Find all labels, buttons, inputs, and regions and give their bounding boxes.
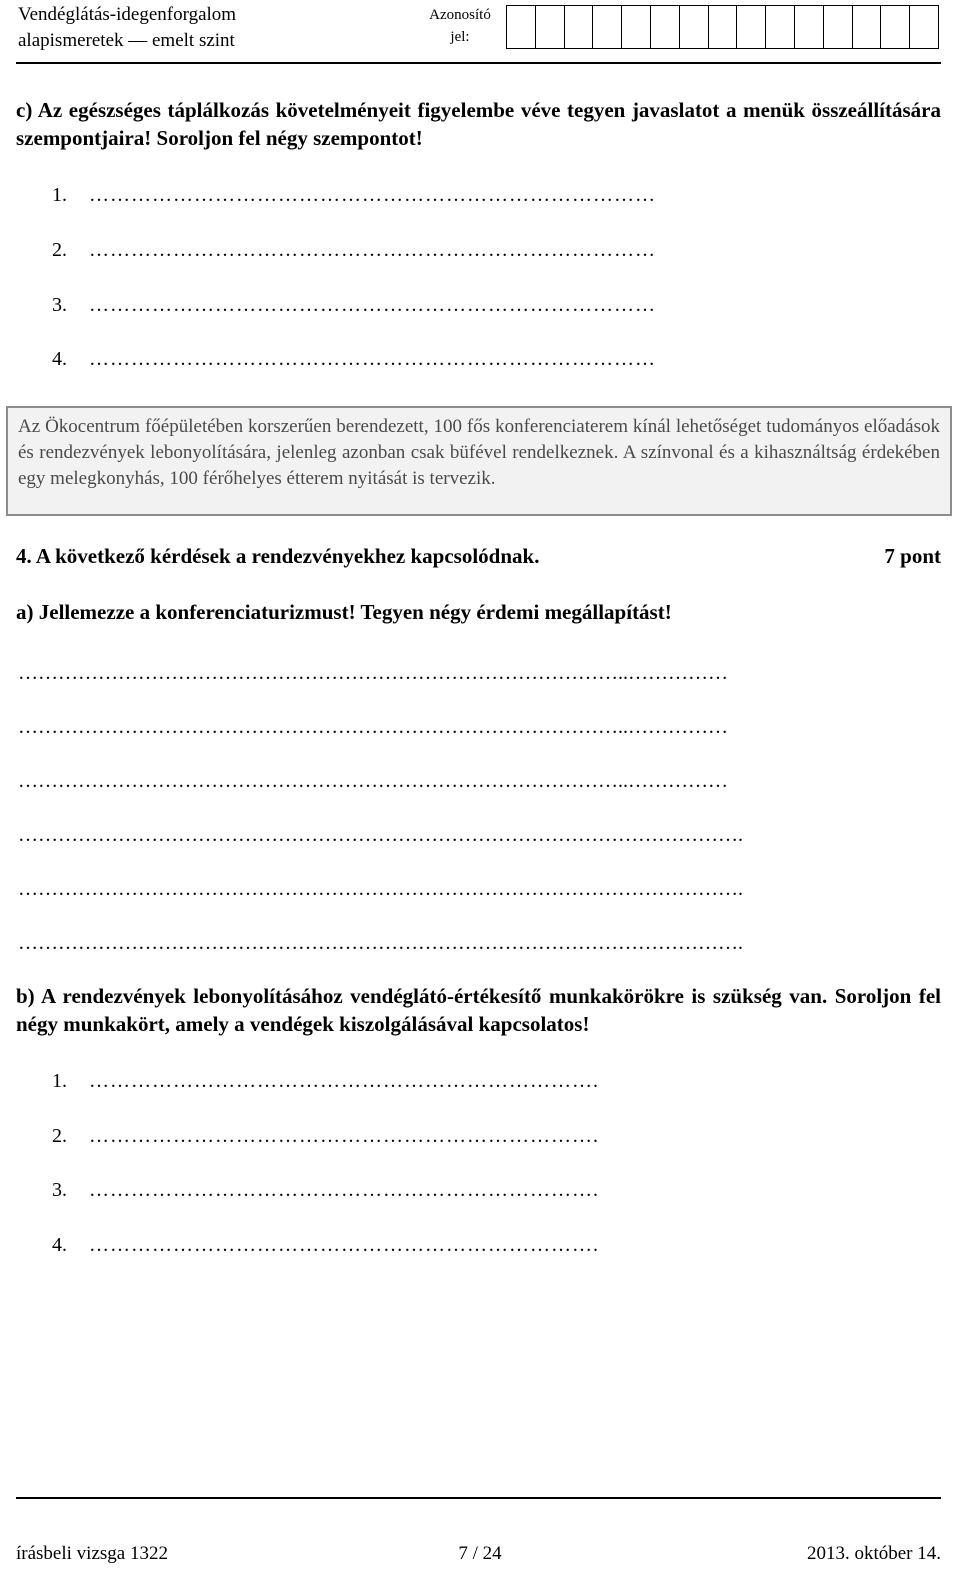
answer-dots: ………………………………………………………………………	[89, 184, 656, 206]
answer-line-b-3[interactable]	[52, 1177, 599, 1203]
id-code-box[interactable]	[795, 5, 824, 49]
answer-line-a-4[interactable]: ……………………………………………………………………………………………….	[18, 824, 743, 846]
id-code-box[interactable]	[536, 5, 565, 49]
answer-line-a-6[interactable]: ……………………………………………………………………………………………….	[18, 932, 743, 954]
question-4-heading	[16, 542, 941, 570]
id-code-box[interactable]	[881, 5, 910, 49]
answer-number: 4.	[52, 348, 67, 370]
id-code-box[interactable]	[593, 5, 622, 49]
answer-number: 2.	[52, 1125, 67, 1147]
answer-line-a-2[interactable]: ………………………………………………………………………………..……………	[18, 716, 728, 738]
id-label-line-2: jel:	[450, 29, 470, 45]
footer-divider	[16, 1497, 941, 1499]
answer-line-b-4[interactable]	[52, 1232, 599, 1258]
id-code-box[interactable]	[766, 5, 795, 49]
id-code-box[interactable]	[651, 5, 680, 49]
id-code-box[interactable]	[622, 5, 651, 49]
answer-line-a-1[interactable]: ………………………………………………………………………………..……………	[18, 662, 728, 684]
header-title-line-1: Vendéglátás-idegenforgalom	[18, 4, 237, 25]
header-divider	[16, 62, 941, 64]
answer-number: 1.	[52, 1070, 67, 1092]
id-code-box[interactable]	[565, 5, 594, 49]
header-title-line-2: alapismeretek — emelt szint	[18, 30, 235, 51]
answer-line-b-1[interactable]	[52, 1068, 599, 1094]
id-code-box[interactable]	[709, 5, 738, 49]
id-code-box[interactable]	[680, 5, 709, 49]
id-label-line-1: Azonosító	[429, 7, 491, 23]
id-code-box[interactable]	[737, 5, 766, 49]
question-a-text: a) Jellemezze a konferenciaturizmust! Tegyen négy érdemi megállapítást!	[16, 600, 672, 624]
answer-number: 3.	[52, 1179, 67, 1201]
id-code-boxes	[506, 5, 939, 49]
answer-line-c-4[interactable]	[52, 346, 656, 372]
answer-dots: ………………………………………………………………………	[89, 348, 656, 370]
question-4-title: 4. A következő kérdések a rendezvényekhez kapcsolódnak.	[16, 544, 540, 568]
answer-line-c-3[interactable]	[52, 292, 656, 318]
context-info-text: Az Ökocentrum főépületében korszerűen berendezett, 100 fős konferenciaterem kínál lehetőséget tudományos előadások és rendezvények lebonyolítására, jelenleg azonban csak büfével rendelkeznek. A színvonal és a kihasználtság érdekében egy melegkonyhás, 100 férőhelyes étterem nyitását is tervezik.	[18, 416, 940, 489]
answer-dots: ………………………………………………………………………	[89, 294, 656, 316]
answer-dots: ……………………………………………………………….	[89, 1179, 599, 1201]
answer-line-a-3[interactable]: ………………………………………………………………………………..……………	[18, 770, 728, 792]
id-code-box[interactable]	[824, 5, 853, 49]
answer-number: 3.	[52, 294, 67, 316]
footer-date: 2013. október 14.	[806, 1543, 941, 1564]
question-c-text: c) Az egészséges táplálkozás követelményeit figyelembe véve tegyen javaslatot a menük összeállítására szempontjaira! Soroljon fel négy szempontot!	[16, 98, 941, 150]
document-header-title	[18, 2, 236, 54]
answer-number: 1.	[52, 184, 67, 206]
footer-page-number: 7 / 24	[458, 1543, 502, 1564]
question-b-text: b) A rendezvények lebonyolításához vendéglátó-értékesítő munkakörökre is szükség van. Soroljon fel négy munkakört, amely a vendégek kiszolgálásával kapcsolatos!	[16, 984, 941, 1036]
answer-dots: ……………………………………………………………….	[89, 1234, 599, 1256]
id-code-box[interactable]	[507, 5, 536, 49]
answer-number: 2.	[52, 239, 67, 261]
answer-number: 4.	[52, 1234, 67, 1256]
id-label	[421, 4, 499, 48]
answer-line-a-5[interactable]: ……………………………………………………………………………………………….	[18, 878, 743, 900]
question-4-points: 7 pont	[884, 544, 941, 568]
id-code-box[interactable]	[853, 5, 882, 49]
footer-exam-code: írásbeli vizsga 1322	[16, 1543, 168, 1564]
context-info-box	[6, 406, 952, 516]
id-code-box[interactable]	[910, 5, 939, 49]
answer-line-c-1[interactable]	[52, 182, 656, 208]
answer-dots: ……………………………………………………………….	[89, 1070, 599, 1092]
answer-dots: ………………………………………………………………………	[89, 239, 656, 261]
answer-dots: ……………………………………………………………….	[89, 1125, 599, 1147]
answer-line-c-2[interactable]	[52, 237, 656, 263]
answer-line-b-2[interactable]	[52, 1123, 599, 1149]
